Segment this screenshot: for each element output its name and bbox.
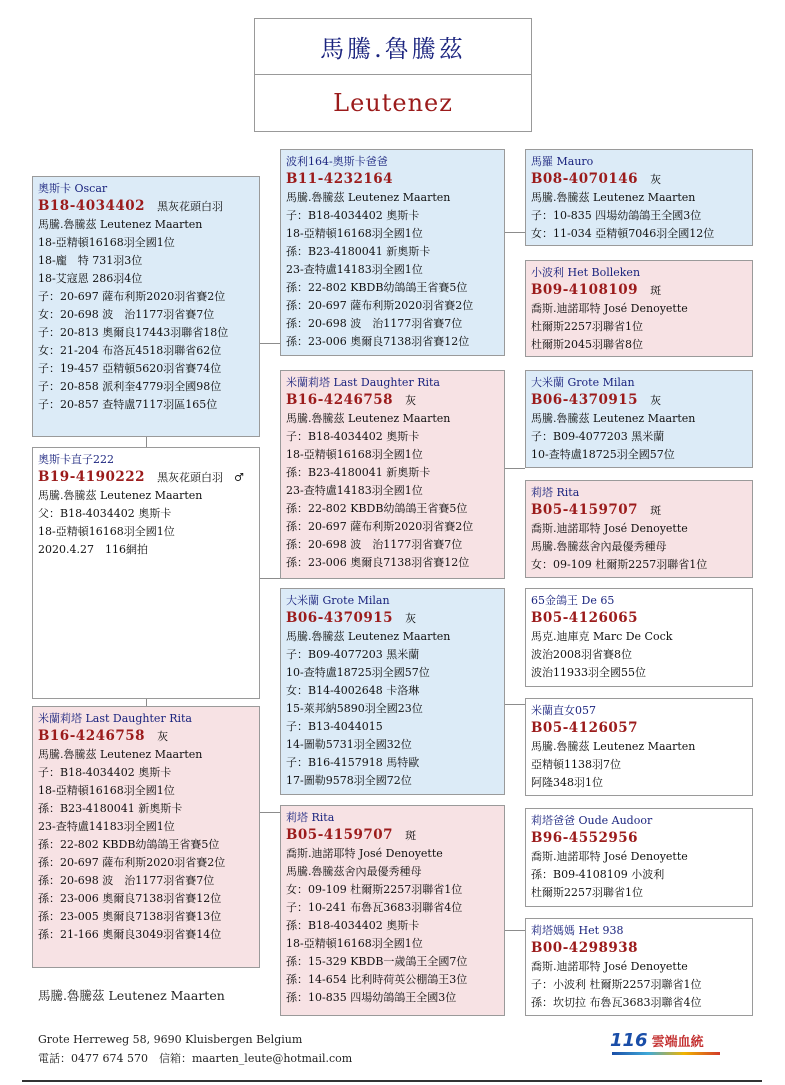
logo-text: 雲端血統 — [651, 1035, 704, 1050]
record-line: 子：B18-4034402 奧斯卡 — [286, 209, 420, 222]
pigeon-name: 莉塔媽媽 Het 938 — [531, 924, 624, 937]
connector-line — [505, 468, 525, 469]
bottom-divider — [22, 1080, 762, 1082]
record-line: 父：B18-4034402 奧斯卡 — [38, 507, 172, 520]
record-line: 孫：22-802 KBDB幼鴿鴿王省賽5位 — [286, 502, 468, 515]
record-line: 孫：22-802 KBDB幼鴿鴿王省賽5位 — [38, 838, 220, 851]
mmf-card[interactable] — [525, 808, 753, 907]
pigeon-name: 小波利 Het Bolleken — [531, 266, 641, 279]
record-line: 孫：10-835 四場幼鴿鴿王全國3位 — [286, 991, 457, 1004]
record-line: 18-亞精頓16168羽全國1位 — [286, 448, 423, 461]
record-line: 馬騰.魯騰茲舍內最優秀種母 — [531, 540, 667, 553]
logo-underline — [612, 1052, 720, 1055]
record-line: 孫：23-005 奧爾良7138羽省賽13位 — [38, 910, 222, 923]
record-line: 馬騰.魯騰茲 Leutenez Maarten — [38, 218, 203, 231]
record-line: 馬騰.魯騰茲舍內最優秀種母 — [286, 865, 422, 878]
record-line: 子：20-697 薩布利斯2020羽省賽2位 — [38, 290, 226, 303]
record-line: 孫：B23-4180041 新奧斯卡 — [286, 245, 431, 258]
fff-card[interactable] — [525, 149, 753, 246]
ring-number: B00-4298938 — [531, 940, 639, 956]
ring-number: B05-4126065 — [531, 610, 639, 626]
record-line: 23-查特盧14183羽全國1位 — [286, 263, 423, 276]
record-line: 18-艾寇恩 286羽4位 — [38, 272, 143, 285]
pigeon-name: 莉塔 Rita — [531, 486, 580, 499]
record-line: 子：20-813 奧爾良17443羽聯省18位 — [38, 326, 229, 339]
record-line: 女：21-204 布洛瓦4518羽聯省62位 — [38, 344, 222, 357]
record-line: 子：B09-4077203 黑米蘭 — [531, 430, 665, 443]
record-line: 馬騰.魯騰茲 Leutenez Maarten — [38, 748, 203, 761]
plumage-color: 灰 — [650, 394, 662, 407]
record-line: 10-查特盧18725羽全國57位 — [531, 448, 675, 461]
ring-number: B08-4070146 — [531, 171, 639, 187]
pigeon-name: 莉塔爸爸 Oude Audoor — [531, 814, 653, 827]
record-line: 女：20-698 波 治1177羽省賽7位 — [38, 308, 215, 321]
ring-number: B18-4034402 — [38, 198, 146, 214]
record-line: 孫：15-329 KBDB一歲鴿王全國7位 — [286, 955, 468, 968]
record-line: 馬騰.魯騰茲 Leutenez Maarten — [38, 489, 203, 502]
record-line: 阿隆348羽1位 — [531, 776, 603, 789]
record-line: 孫：20-697 薩布利斯2020羽省賽2位 — [286, 520, 474, 533]
fmf-card[interactable] — [525, 370, 753, 468]
footer-contact — [38, 1030, 352, 1068]
fmm-card[interactable] — [525, 480, 753, 578]
record-line: 18-亞精頓16168羽全國1位 — [286, 937, 423, 950]
record-line: 孫：坎切拉 布魯瓦3683羽聯省4位 — [531, 996, 702, 1009]
record-line: 馬騰.魯騰茲 Leutenez Maarten — [286, 412, 451, 425]
pigeon-name: 大米蘭 Grote Milan — [286, 594, 390, 607]
record-line: 喬斯.迪諾耶特 José Denoyette — [286, 847, 443, 860]
record-line: 馬騰.魯騰茲 Leutenez Maarten — [531, 191, 696, 204]
record-line: 馬騰.魯騰茲 Leutenez Maarten — [286, 630, 451, 643]
record-line: 女：09-109 杜爾斯2257羽聯省1位 — [286, 883, 463, 896]
title-chinese: 馬騰.魯騰茲 — [255, 19, 531, 75]
pigeon-name: 奧斯卡 Oscar — [38, 182, 108, 195]
record-line: 馬騰.魯騰茲 Leutenez Maarten — [531, 740, 696, 753]
connector-line — [505, 232, 525, 233]
record-line: 孫：20-698 波 治1177羽省賽7位 — [286, 317, 463, 330]
pigeon-name: 莉塔 Rita — [286, 811, 335, 824]
record-line: 馬騰.魯騰茲 Leutenez Maarten — [531, 412, 696, 425]
record-line: 23-查特盧14183羽全國1位 — [286, 484, 423, 497]
connector-line — [260, 578, 280, 579]
record-line: 馬克.迪庫克 Marc De Cock — [531, 630, 673, 643]
record-line: 孫：21-166 奧爾良3049羽省賽14位 — [38, 928, 222, 941]
mmm-card[interactable] — [525, 918, 753, 1016]
record-line: 孫：20-698 波 治1177羽省賽7位 — [38, 874, 215, 887]
record-line: 子：小波利 杜爾斯2257羽聯省1位 — [531, 978, 702, 991]
ring-number: B19-4190222 — [38, 469, 146, 485]
title-latin: Leutenez — [333, 89, 453, 117]
plumage-color: 灰 — [650, 173, 662, 186]
ring-number: B09-4108109 — [531, 282, 639, 298]
plumage-color: 斑 — [405, 829, 417, 842]
record-line: 女：11-034 亞精頓7046羽全國12位 — [531, 227, 715, 240]
record-line: 孫：23-006 奧爾良7138羽省賽12位 — [286, 556, 470, 569]
plumage-color: 灰 — [157, 730, 169, 743]
record-line: 孫：23-006 奧爾良7138羽省賽12位 — [38, 892, 222, 905]
record-line: 18-亞精頓16168羽全國1位 — [286, 227, 423, 240]
pigeon-name: 米蘭直女057 — [531, 704, 596, 717]
pigeon-name: 大米蘭 Grote Milan — [531, 376, 635, 389]
brand-logo — [610, 1030, 704, 1051]
record-line: 杜爾斯2257羽聯省1位 — [531, 320, 643, 333]
mother-card[interactable] — [32, 706, 260, 968]
record-line: 孫：20-697 薩布利斯2020羽省賽2位 — [38, 856, 226, 869]
ffm-card[interactable] — [525, 260, 753, 357]
ring-number: B16-4246758 — [286, 392, 394, 408]
connector-line — [260, 812, 280, 813]
record-line: 孫：B23-4180041 新奧斯卡 — [286, 466, 431, 479]
plumage-color: 黑灰花頭白羽 ♂ — [157, 471, 244, 484]
record-line: 10-查特盧18725羽全國57位 — [286, 666, 430, 679]
pigeon-name: 馬羅 Mauro — [531, 155, 594, 168]
record-line: 18-亞精頓16168羽全國1位 — [38, 525, 175, 538]
ring-number: B05-4159707 — [531, 502, 639, 518]
record-line: 喬斯.迪諾耶特 José Denoyette — [531, 522, 688, 535]
plumage-color: 斑 — [650, 284, 662, 297]
mff-card[interactable] — [525, 588, 753, 687]
pigeon-name: 65金鴿王 De 65 — [531, 594, 615, 607]
plumage-color: 灰 — [405, 394, 417, 407]
record-line: 子：10-241 布魯瓦3683羽聯省4位 — [286, 901, 463, 914]
connector-line — [146, 437, 147, 447]
record-line: 子：10-835 四場幼鴿鴿王全國3位 — [531, 209, 702, 222]
ring-number: B16-4246758 — [38, 728, 146, 744]
connector-line — [260, 343, 280, 344]
record-line: 孫：22-802 KBDB幼鴿鴿王省賽5位 — [286, 281, 468, 294]
record-line: 子：20-857 查特盧7117羽區165位 — [38, 398, 218, 411]
record-line: 18-亞精頓16168羽全國1位 — [38, 236, 175, 249]
paternal-grandmother-card[interactable] — [280, 370, 505, 579]
record-line: 喬斯.迪諾耶特 José Denoyette — [531, 960, 688, 973]
record-line: 杜爾斯2257羽聯省1位 — [531, 886, 643, 899]
pigeon-name: 奧斯卡直子222 — [38, 453, 114, 466]
record-line: 喬斯.迪諾耶特 José Denoyette — [531, 850, 688, 863]
record-line: 2020.4.27 116網拍 — [38, 543, 148, 556]
record-line: 子：B16-4157918 馬特歐 — [286, 756, 420, 769]
connector-line — [505, 704, 525, 705]
record-line: 波治2008羽省賽8位 — [531, 648, 632, 661]
record-line: 子：20-858 派利奎4779羽全國98位 — [38, 380, 222, 393]
record-line: 18-亞精頓16168羽全國1位 — [38, 784, 175, 797]
record-line: 馬騰.魯騰茲 Leutenez Maarten — [286, 191, 451, 204]
record-line: 亞精頓1138羽7位 — [531, 758, 621, 771]
ring-number: B06-4370915 — [286, 610, 394, 626]
plumage-color: 灰 — [405, 612, 417, 625]
paternal-grandfather-card[interactable] — [280, 149, 505, 356]
record-line: 孫：20-698 波 治1177羽省賽7位 — [286, 538, 463, 551]
record-line: 孫：20-697 薩布利斯2020羽省賽2位 — [286, 299, 474, 312]
connector-line — [505, 930, 525, 931]
record-line: 女：09-109 杜爾斯2257羽聯省1位 — [531, 558, 708, 571]
connector-line — [146, 699, 147, 706]
subject-card[interactable] — [32, 447, 260, 699]
record-line: 23-查特盧14183羽全國1位 — [38, 820, 175, 833]
record-line: 18-龐 特 731羽3位 — [38, 254, 143, 267]
record-line: 子：19-457 亞精頓5620羽省賽74位 — [38, 362, 222, 375]
record-line: 子：B09-4077203 黑米蘭 — [286, 648, 420, 661]
record-line: 孫：B23-4180041 新奧斯卡 — [38, 802, 183, 815]
record-line: 波治11933羽全國55位 — [531, 666, 646, 679]
record-line: 子：B18-4034402 奧斯卡 — [38, 766, 172, 779]
maternal-grandmother-card[interactable] — [280, 805, 505, 1016]
ring-number: B11-4232164 — [286, 171, 394, 187]
pigeon-name: 米蘭莉塔 Last Daughter Rita — [38, 712, 192, 725]
pigeon-name: 波利164-奧斯卡爸爸 — [286, 155, 388, 168]
record-line: 孫：14-654 比利時荷英公棚鴿王3位 — [286, 973, 468, 986]
record-line: 17-圖勒9578羽全國72位 — [286, 774, 412, 787]
logo-number: 116 — [610, 1030, 648, 1051]
record-line: 喬斯.迪諾耶特 José Denoyette — [531, 302, 688, 315]
record-line: 子：B13-4044015 — [286, 720, 383, 733]
pigeon-name: 米蘭莉塔 Last Daughter Rita — [286, 376, 440, 389]
record-line: 孫：B18-4034402 奧斯卡 — [286, 919, 420, 932]
record-line: 女：B14-4002648 卡洛琳 — [286, 684, 420, 697]
record-line: 15-萊邦納5890羽全國23位 — [286, 702, 423, 715]
maternal-grandfather-card[interactable] — [280, 588, 505, 795]
ring-number: B05-4126057 — [531, 720, 639, 736]
ring-number: B05-4159707 — [286, 827, 394, 843]
ring-number: B96-4552956 — [531, 830, 639, 846]
mfm-card[interactable] — [525, 698, 753, 796]
plumage-color: 斑 — [650, 504, 662, 517]
father-card[interactable] — [32, 176, 260, 437]
plumage-color: 黑灰花頭白羽 — [157, 200, 224, 213]
owner-signature: 馬騰.魯騰茲 Leutenez Maarten — [38, 988, 225, 1003]
record-line: 杜爾斯2045羽聯省8位 — [531, 338, 643, 351]
ring-number: B06-4370915 — [531, 392, 639, 408]
record-line: 孫：23-006 奧爾良7138羽省賽12位 — [286, 335, 470, 348]
footer-address: Grote Herreweg 58, 9690 Kluisbergen Belgium — [38, 1033, 303, 1046]
record-line: 孫：B09-4108109 小波利 — [531, 868, 665, 881]
record-line: 子：B18-4034402 奧斯卡 — [286, 430, 420, 443]
footer-phone-email: 電話：0477 674 570 信箱：maarten_leute@hotmail.com — [38, 1052, 353, 1065]
pedigree-title — [254, 18, 532, 132]
record-line: 14-圖勒5731羽全國32位 — [286, 738, 412, 751]
